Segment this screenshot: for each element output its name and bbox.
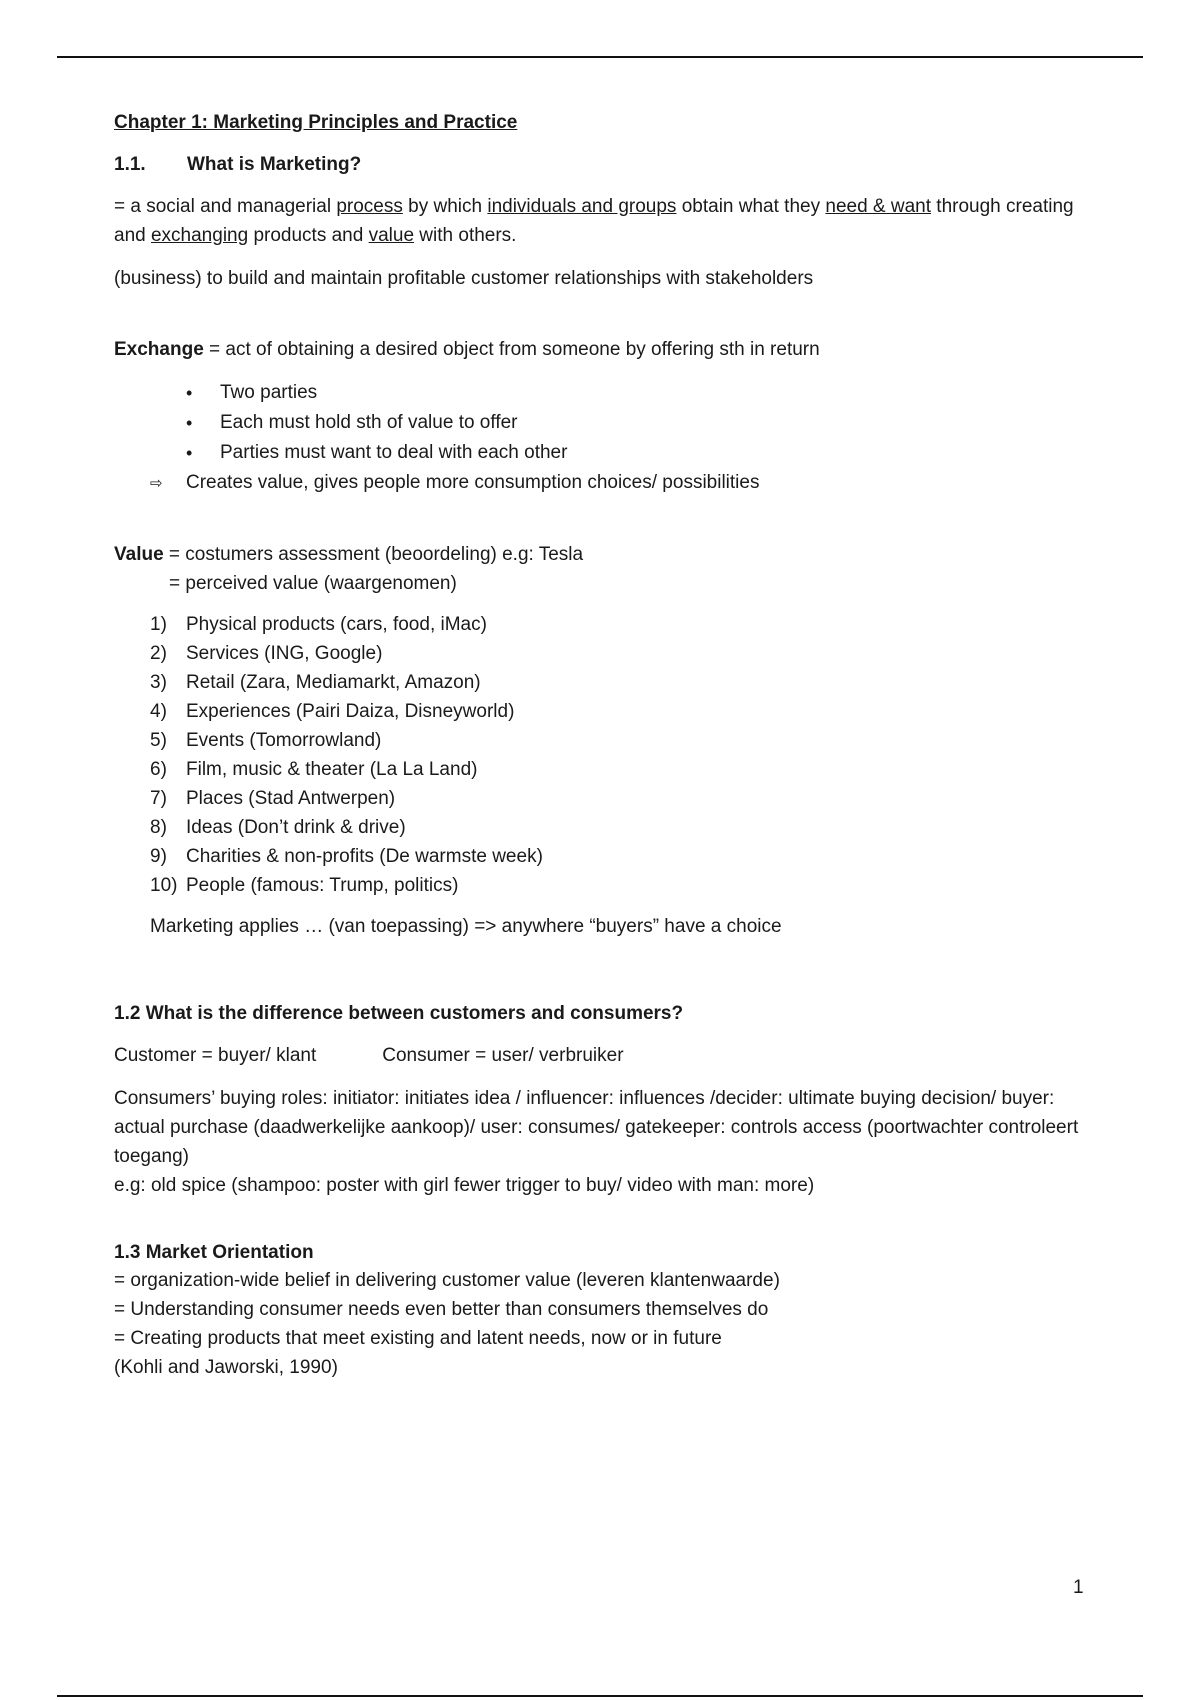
item-number: 10) [150, 875, 178, 896]
list-item: • Each must hold sth of value to offer [186, 408, 1094, 438]
section-number: 1.1. [114, 154, 146, 175]
customer-def: Customer = buyer/ klant [114, 1045, 317, 1066]
item-number: 8) [150, 817, 167, 838]
def-underline: value [368, 225, 415, 246]
value-def-text: = costumers assessment (beoordeling) e.g: Tesla [163, 544, 584, 565]
def-text: = a social and managerial [114, 196, 337, 217]
list-item [150, 639, 1094, 668]
item-number: 9) [150, 846, 167, 867]
item-number: 4) [150, 701, 167, 722]
section-1-2-heading: 1.2 What is the difference between customers and consumers? [114, 1003, 684, 1024]
def-text: through creating and [114, 196, 1074, 246]
item-text: Film, music & theater (La La Land) [186, 759, 478, 780]
old-spice-example: e.g: old spice (shampoo: poster with girl fewer trigger to buy/ video with man: more) [114, 1175, 815, 1196]
orientation-line: = organization-wide belief in delivering customer value (leveren klantenwaarde) [114, 1270, 780, 1291]
list-item [150, 755, 1094, 784]
item-number: 3) [150, 672, 167, 693]
customer-consumer-row [114, 1041, 1094, 1070]
item-number: 1) [150, 614, 167, 635]
section-1-3-heading: 1.3 Market Orientation [114, 1242, 314, 1263]
list-item [150, 842, 1094, 871]
def-underline: individuals and groups [487, 196, 677, 217]
def-text: with others. [414, 225, 517, 246]
list-item [150, 726, 1094, 755]
document-page [114, 112, 1094, 1382]
consumer-def: Consumer = user/ verbruiker [382, 1045, 624, 1066]
item-text: Charities & non-profits (De warmste week) [186, 846, 543, 867]
orientation-line: = Creating products that meet existing and latent needs, now or in future [114, 1328, 722, 1349]
item-number: 6) [150, 759, 167, 780]
list-item [150, 610, 1094, 639]
def-text: obtain what they [676, 196, 826, 217]
conclusion-text: Creates value, gives people more consumption choices/ possibilities [186, 472, 760, 493]
section-1-1-heading [114, 154, 1094, 176]
item-text: Services (ING, Google) [186, 643, 383, 664]
def-text: products and [248, 225, 369, 246]
value-term: Value [114, 544, 164, 565]
value-definition [114, 540, 1094, 569]
marketing-applies: Marketing applies … (van toepassing) => anywhere “buyers” have a choice [150, 916, 782, 937]
list-item: • Parties must want to deal with each other [186, 438, 1094, 468]
item-number: 7) [150, 788, 167, 809]
list-item [150, 871, 1094, 900]
orientation-line: = Understanding consumer needs even better than consumers themselves do [114, 1299, 769, 1320]
list-item: • Two parties [186, 378, 1094, 408]
arrow-icon: ⇨ [150, 475, 163, 492]
item-number: 5) [150, 730, 167, 751]
item-text: Events (Tomorrowland) [186, 730, 382, 751]
def-underline: need & want [825, 196, 932, 217]
exchange-term: Exchange [114, 339, 204, 360]
item-text: People (famous: Trump, politics) [186, 875, 459, 896]
page-number: 1 [1073, 1577, 1084, 1598]
value-examples-list [114, 610, 1094, 900]
exchange-def-text: = act of obtaining a desired object from someone by offering sth in return [203, 339, 820, 360]
buying-roles: Consumers’ buying roles: initiator: initiates idea / influencer: influences /decider: ultimate buying decision/ buyer: actual purchase (daadwerkelijke aankoop)/ user: consumes/ gatekeeper: controls access (poortwachter controleert toegang) [114, 1088, 1079, 1167]
marketing-definition [114, 192, 1094, 250]
chapter-title: Chapter 1: Marketing Principles and Practice [114, 112, 518, 133]
orientation-citation: (Kohli and Jaworski, 1990) [114, 1357, 338, 1378]
item-text: Ideas (Don’t drink & drive) [186, 817, 406, 838]
exchange-conclusion [114, 468, 1094, 498]
item-text: Physical products (cars, food, iMac) [186, 614, 487, 635]
perceived-value: = perceived value (waargenomen) [169, 573, 457, 594]
list-item [150, 668, 1094, 697]
list-item [150, 784, 1094, 813]
item-number: 2) [150, 643, 167, 664]
def-text: by which [402, 196, 488, 217]
def-underline: process [336, 196, 403, 217]
list-item [150, 697, 1094, 726]
top-rule [57, 56, 1143, 58]
exchange-bullet-list [114, 378, 1094, 468]
item-text: Places (Stad Antwerpen) [186, 788, 396, 809]
exchange-definition [114, 335, 1094, 364]
section-title: What is Marketing? [187, 154, 362, 175]
def-underline: exchanging [150, 225, 249, 246]
item-text: Experiences (Pairi Daiza, Disneyworld) [186, 701, 515, 722]
bottom-rule [57, 1695, 1143, 1697]
business-definition: (business) to build and maintain profitable customer relationships with stakeholders [114, 268, 814, 289]
list-item [150, 813, 1094, 842]
item-text: Retail (Zara, Mediamarkt, Amazon) [186, 672, 481, 693]
